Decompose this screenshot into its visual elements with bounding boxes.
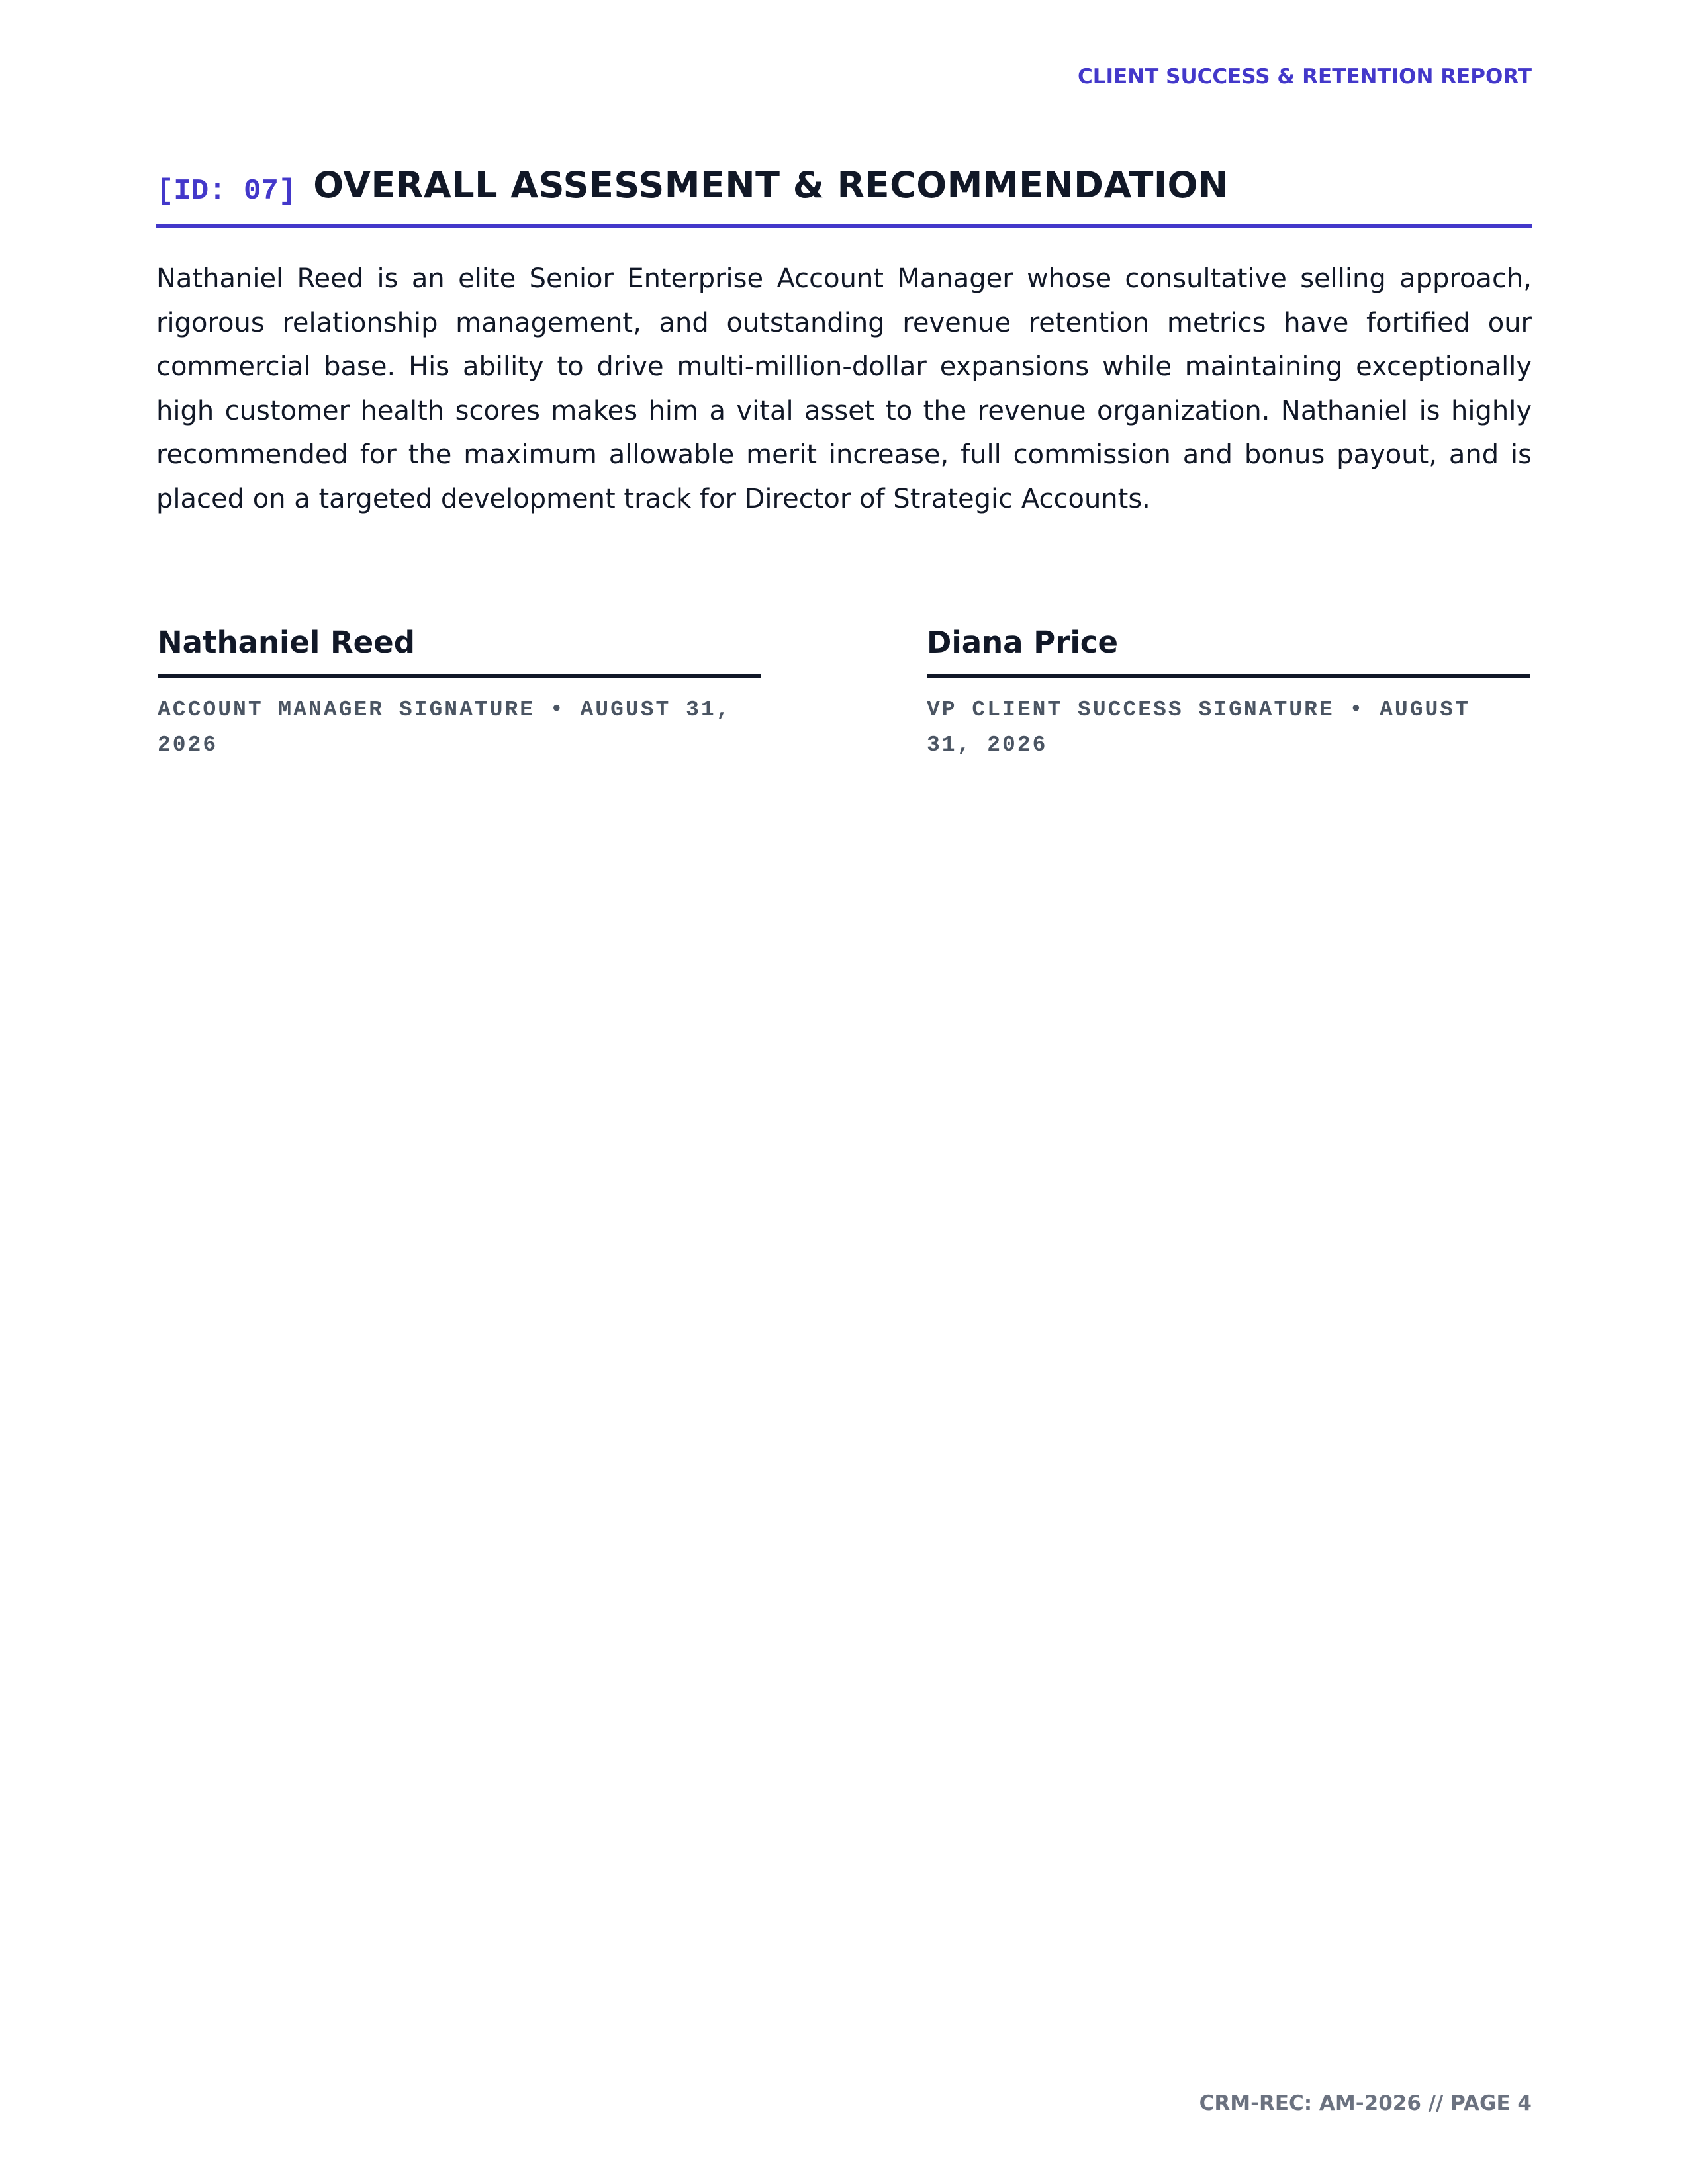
signature-block-account-manager xyxy=(158,619,761,762)
signature-block-vp-client-success xyxy=(927,619,1530,762)
signer-name: Nathaniel Reed xyxy=(158,619,761,678)
signature-caption: VP CLIENT SUCCESS SIGNATURE • AUGUST 31, 2026 xyxy=(927,698,1470,757)
signature-caption: ACCOUNT MANAGER SIGNATURE • AUGUST 31, 2026 xyxy=(158,698,731,757)
signer-name: Diana Price xyxy=(927,619,1530,678)
section-title: OVERALL ASSESSMENT & RECOMMENDATION xyxy=(313,164,1229,206)
page-footer: CRM-REC: AM-2026 // PAGE 4 xyxy=(1199,2091,1532,2115)
section-heading xyxy=(156,164,1532,228)
assessment-paragraph: Nathaniel Reed is an elite Senior Enterprise Account Manager whose consultative selling approach, rigorous relationship management, and outstanding revenue retention metrics have fortified our commercial base. His ability to drive multi-million-dollar expansions while maintaining exceptionally high customer health scores makes him a vital asset to the revenue organization. Nathaniel is highly recommended for the maximum allowable merit increase, full commission and bonus payout, and is placed on a targeted development track for Director of Strategic Accounts. xyxy=(156,263,1532,514)
section-id-label: [ID: 07] xyxy=(156,175,297,208)
report-header-title: CLIENT SUCCESS & RETENTION REPORT xyxy=(1078,65,1532,89)
